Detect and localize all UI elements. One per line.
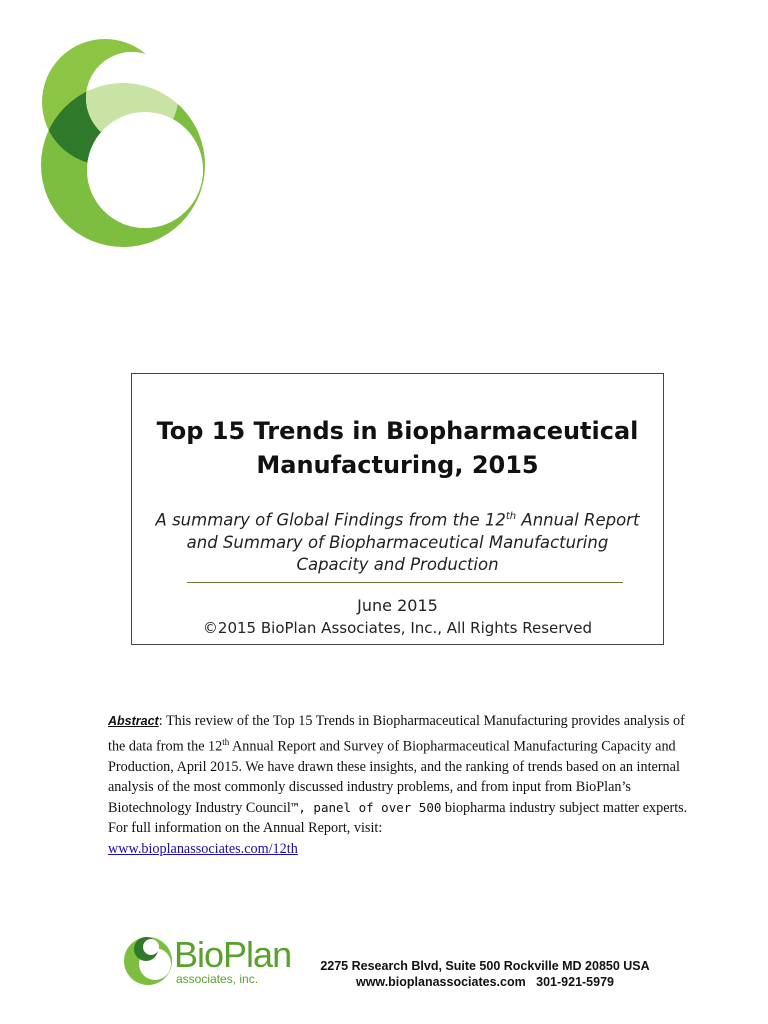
- title-box: [131, 373, 664, 645]
- bioplan-footer-logo: [124, 925, 304, 997]
- copyright-notice: ©2015 BioPlan Associates, Inc., All Rights Reserved: [202, 619, 593, 637]
- street-address: 2275 Research Blvd, Suite 500 Rockville MD 20850 USA: [320, 959, 650, 973]
- divider: [187, 582, 623, 583]
- logo-wordmark: BioPlan: [174, 934, 292, 975]
- contact-address: [300, 958, 670, 990]
- footer-website: www.bioplanassociates.com: [355, 975, 526, 989]
- contact-line: [300, 974, 670, 990]
- title-line-1: Top 15 Trends in Biopharmaceutical: [156, 417, 639, 445]
- title-line-2: Manufacturing, 2015: [256, 451, 539, 479]
- publication-date: June 2015: [357, 596, 438, 615]
- subtitle-line-2: and Summary of Biopharmaceutical Manufacturing: [186, 532, 609, 552]
- footer-phone: 301-921-5979: [536, 975, 614, 989]
- document-title: [132, 414, 663, 482]
- logo-subtitle: associates, inc.: [176, 972, 259, 986]
- abstract-paragraph: Abstract: This review of the Top 15 Trends in Biopharmaceutical Manufacturing provides analysis of the data from the 12th Annual Report and Survey of Biopharmaceutical Manufacturing Capacity and Production, April 2015. We have drawn these insights, and the ranking of trends based on an internal analysis of the most commonly discussed industry problems, and from input from BioPlan’s Biotechnology Industry Council™, panel of over 500 biopharma industry subject matter experts. For full information on the Annual Report, visit: www.bioplanassociates.com/12th: [108, 713, 688, 857]
- document-subtitle: [142, 506, 653, 576]
- abstract-label: Abstract: [108, 714, 159, 728]
- bioplan-rings-logo: [38, 30, 208, 250]
- report-link[interactable]: www.bioplanassociates.com/12th: [108, 840, 298, 857]
- subtitle-line-3: Capacity and Production: [296, 554, 499, 574]
- subtitle-line-1: A summary of Global Findings from the 12th Annual Report: [155, 510, 640, 530]
